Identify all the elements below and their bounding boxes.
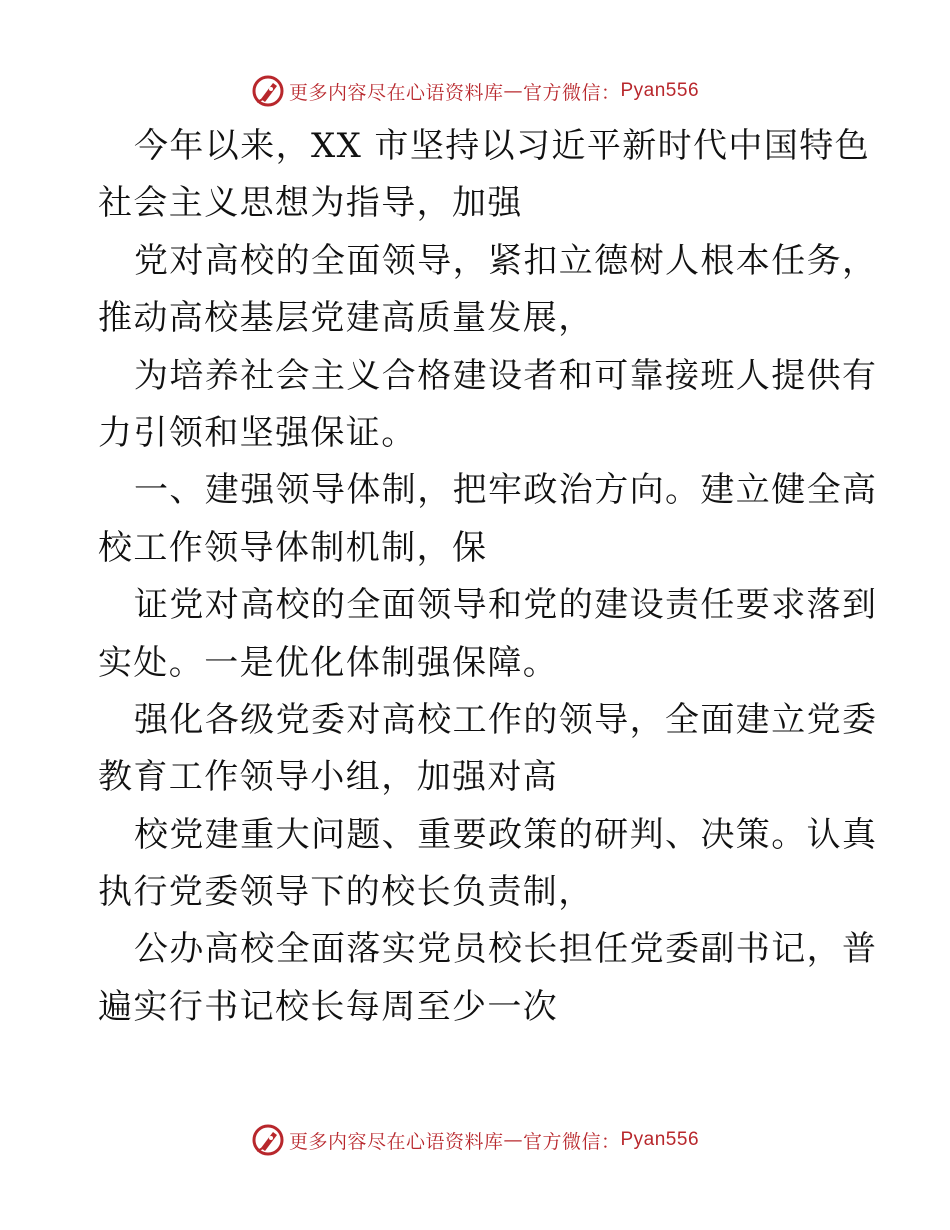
watermark-wechat-id: Pyan556 bbox=[620, 80, 700, 101]
watermark-separator: — bbox=[503, 80, 523, 102]
body-line: 社会主义思想为指导，加强 bbox=[98, 183, 523, 224]
footer-watermark bbox=[0, 1120, 950, 1160]
header-watermark bbox=[0, 71, 950, 111]
pen-nib-logo-icon bbox=[251, 1123, 285, 1157]
body-line: 公办高校全面落实党员校长担任党委副书记，普 bbox=[134, 929, 878, 970]
pen-nib-logo-icon bbox=[251, 74, 285, 108]
body-line: 一、建强领导体制，把牢政治方向。建立健全高 bbox=[134, 470, 878, 511]
watermark-wechat-id: Pyan556 bbox=[620, 1129, 700, 1150]
body-line: 遍实行书记校长每周至少一次 bbox=[98, 986, 559, 1027]
watermark-wechat-label: 官方微信： bbox=[522, 1130, 621, 1153]
body-line: 校工作领导体制机制，保 bbox=[98, 527, 488, 568]
body-line: 证党对高校的全面领导和党的建设责任要求落到 bbox=[134, 585, 878, 626]
body-line: 教育工作领导小组，加强对高 bbox=[98, 757, 559, 798]
body-line: 校党建重大问题、重要政策的研判、决策。认真 bbox=[134, 814, 878, 855]
body-line: 实处。一是优化体制强保障。 bbox=[98, 642, 559, 683]
document-body bbox=[98, 118, 878, 1036]
body-line: 推动高校基层党建高质量发展， bbox=[98, 298, 594, 339]
watermark-separator: — bbox=[503, 1129, 523, 1151]
watermark-wechat-label: 官方微信： bbox=[522, 81, 621, 104]
body-line: 强化各级党委对高校工作的领导，全面建立党委 bbox=[134, 699, 878, 740]
body-line: 党对高校的全面领导，紧扣立德树人根本任务， bbox=[134, 240, 878, 281]
watermark-brand: 更多内容尽在心语资料库 bbox=[288, 1130, 504, 1153]
body-line: 今年以来，XX 市坚持以习近平新时代中国特色 bbox=[134, 126, 871, 166]
body-line: 力引领和坚强保证。 bbox=[98, 412, 417, 453]
body-line: 为培养社会主义合格建设者和可靠接班人提供有 bbox=[134, 355, 878, 396]
watermark-brand: 更多内容尽在心语资料库 bbox=[288, 81, 504, 104]
body-line: 执行党委领导下的校长负责制， bbox=[98, 872, 594, 913]
